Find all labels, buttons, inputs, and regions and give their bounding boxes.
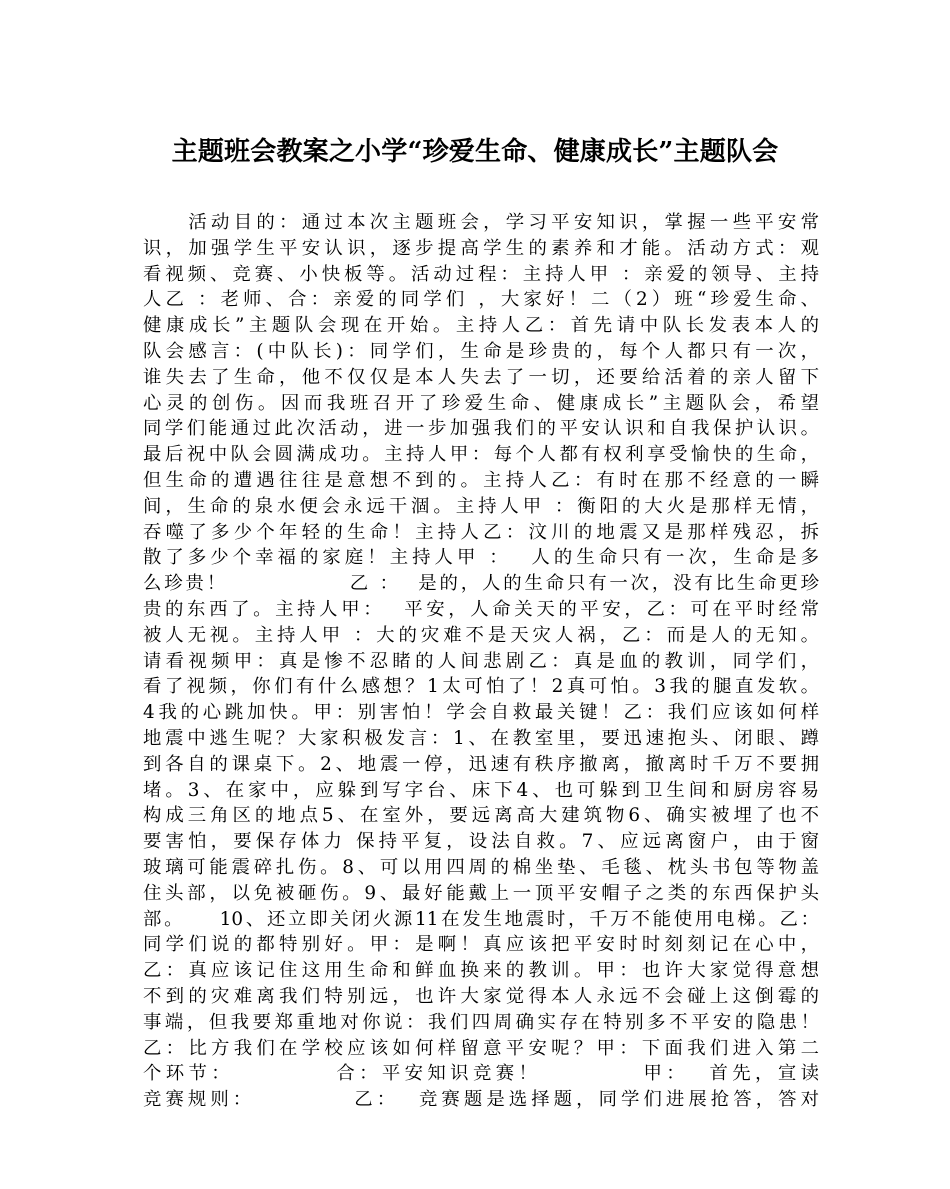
body-line: 事端，但我要郑重地对你说：我们四周确实存在特别多不平安的隐患！ <box>143 1011 819 1033</box>
body-line: 看视频、竞赛、小快板等。活动过程：主持人甲 ：亲爱的领导、主持 <box>143 263 819 285</box>
body-line: 最后祝中队会圆满成功。主持人甲：每个人都有权利享受愉快的生命， <box>143 444 819 466</box>
body-line: 同学们能通过此次活动，进一步加强我们的平安认识和自我保护认识。 <box>143 418 819 440</box>
body-line: 乙：比方我们在学校应该如何样留意平安呢？甲：下面我们进入第二 <box>143 1037 819 1059</box>
body-line: 到各自的课桌下。2、地震一停，迅速有秩序撤离，撤离时千万不要拥 <box>143 753 819 775</box>
body-line: 竞赛规则： 乙： 竞赛题是选择题，同学们进展抢答，答对 <box>143 1089 819 1111</box>
body-line: 住头部，以免被砸伤。9、最好能戴上一顶平安帽子之类的东西保护头 <box>143 882 819 904</box>
body-line: 要害怕，要保存体力 保持平复，设法自救。7、应远离窗户，由于窗 <box>143 831 819 853</box>
body-line: 但生命的遭遇往往是意想不到的。主持人乙：有时在那不经意的一瞬 <box>143 469 819 491</box>
body-line: 被人无视。主持人甲 ：大的灾难不是天灾人祸，乙：而是人的无知。 <box>143 624 819 646</box>
body-line: 玻璃可能震碎扎伤。8、可以用四周的棉坐垫、毛毯、枕头书包等物盖 <box>143 856 819 878</box>
body-line: 看了视频，你们有什么感想？1太可怕了！2真可怕。3我的腿直发软。 <box>143 676 819 698</box>
body-line: 谁失去了生命，他不仅仅是本人失去了一切，还要给活着的亲人留下 <box>143 366 819 388</box>
body-line: 部。 10、还立即关闭火源11在发生地震时，千万不能使用电梯。乙： <box>143 908 819 930</box>
body-line: 活动目的：通过本次主题班会，学习平安知识，掌握一些平安常 <box>143 212 819 233</box>
document-body <box>143 210 819 1113</box>
body-line: 队会感言：(中队长)：同学们，生命是珍贵的，每个人都只有一次， <box>143 340 819 362</box>
body-line: 堵。3、在家中，应躲到写字台、床下4、也可躲到卫生间和厨房容易 <box>143 779 819 801</box>
body-line: 贵的东西了。主持人甲： 平安，人命关天的平安，乙：可在平时经常 <box>143 598 819 620</box>
body-line: 同学们说的都特别好。甲：是啊！真应该把平安时时刻刻记在心中， <box>143 934 819 956</box>
body-line: 构成三角区的地点5、在室外，要远离高大建筑物6、确实被埋了也不 <box>143 805 819 827</box>
document-title: 主题班会教案之小学“珍爱生命、健康成长”主题队会 <box>171 137 779 167</box>
body-line: 不到的灾难离我们特别远，也许大家觉得本人永远不会碰上这倒霉的 <box>143 985 819 1007</box>
body-line: 间，生命的泉水便会永远干涸。主持人甲 ：衡阳的大火是那样无情， <box>143 495 819 517</box>
body-line: 健康成长”主题队会现在开始。主持人乙：首先请中队长发表本人的 <box>143 315 819 337</box>
body-line: 人乙 ：老师、合：亲爱的同学们 ，大家好！二（2）班“珍爱生命、 <box>143 289 819 311</box>
body-line: 乙：真应该记住这用生命和鲜血换来的教训。甲：也许大家觉得意想 <box>143 960 819 982</box>
body-line: 么珍贵！ 乙 ： 是的，人的生命只有一次，没有比生命更珍 <box>143 573 819 595</box>
body-line: 地震中逃生呢？大家积极发言：1、在教室里，要迅速抱头、闭眼、蹲 <box>143 727 819 749</box>
body-line: 散了多少个幸福的家庭！主持人甲 ： 人的生命只有一次，生命是多 <box>143 547 819 569</box>
body-line: 个环节： 合：平安知识竞赛！ 甲： 首先，宣读 <box>143 1063 819 1085</box>
body-line: 4我的心跳加快。甲：别害怕！学会自救最关键！乙：我们应该如何样 <box>143 702 819 724</box>
body-line: 识，加强学生平安认识，逐步提高学生的素养和才能。活动方式：观 <box>143 237 819 259</box>
body-line: 请看视频甲：真是惨不忍睹的人间悲剧乙：真是血的教训，同学们， <box>143 650 819 672</box>
body-line: 心灵的创伤。因而我班召开了珍爱生命、健康成长”主题队会，希望 <box>143 392 819 414</box>
body-line: 吞噬了多少个年轻的生命！主持人乙：汶川的地震又是那样残忍，拆 <box>143 521 819 543</box>
